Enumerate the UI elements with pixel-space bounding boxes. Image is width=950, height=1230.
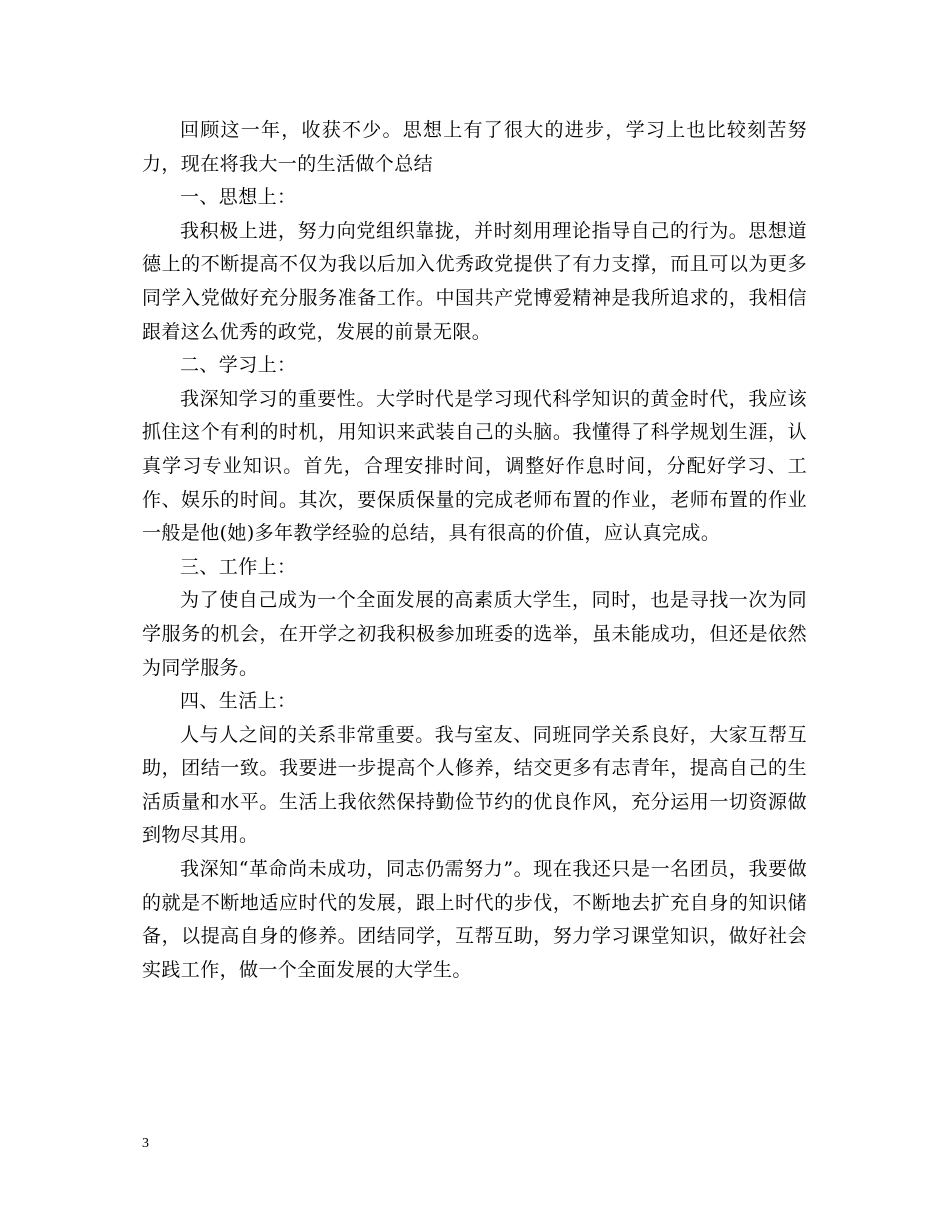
section-heading-life: 四、生活上： xyxy=(180,690,297,713)
closing-paragraph: 我深知“革命尚未成功，同志仍需努力”。现在我还只是一名团员，我要做的就是不断地适应时代的发展，跟上时代的步伐，不断地去扩充自身的知识储备，以提高自身的修养。团结同学，互帮互助，努力学习课堂知识，做好社会实践工作，做一个全面发展的大学生。 xyxy=(142,858,807,981)
section-heading-study: 二、学习上： xyxy=(180,354,297,377)
thought-paragraph: 我积极上进，努力向党组织靠拢，并时刻用理论指导自己的行为。思想道德上的不断提高不仅为我以后加入优秀政党提供了有力支撑，而且可以为更多同学入党做好充分服务准备工作。中国共产党博爱精神是我所追求的，我相信跟着这么优秀的政党，发展的前景无限。 xyxy=(142,219,807,343)
section-heading-work: 三、工作上： xyxy=(180,555,297,578)
page-number: 3 xyxy=(142,1136,149,1151)
section-heading-thought: 一、思想上： xyxy=(180,186,297,209)
study-paragraph: 我深知学习的重要性。大学时代是学习现代科学知识的黄金时代，我应该抓住这个有利的时机，用知识来武装自己的头脑。我懂得了科学规划生涯，认真学习专业知识。首先，合理安排时间，调整好作息时间，分配好学习、工作、娱乐的时间。其次，要保质保量的完成老师布置的作业，老师布置的作业一般是他(她)多年教学经验的总结，具有很高的价值，应认真完成。 xyxy=(142,387,807,545)
document-body xyxy=(142,114,807,987)
life-paragraph: 人与人之间的关系非常重要。我与室友、同班同学关系良好，大家互帮互助，团结一致。我要进一步提高个人修养，结交更多有志青年，提高自己的生活质量和水平。生活上我依然保持勤俭节约的优良作风，充分运用一切资源做到物尽其用。 xyxy=(142,723,807,847)
intro-paragraph: 回顾这一年，收获不少。思想上有了很大的进步，学习上也比较刻苦努力，现在将我大一的生活做个总结 xyxy=(142,119,807,175)
work-paragraph: 为了使自己成为一个全面发展的高素质大学生，同时，也是寻找一次为同学服务的机会，在开学之初我积极参加班委的选举，虽未能成功，但还是依然为同学服务。 xyxy=(142,589,807,679)
